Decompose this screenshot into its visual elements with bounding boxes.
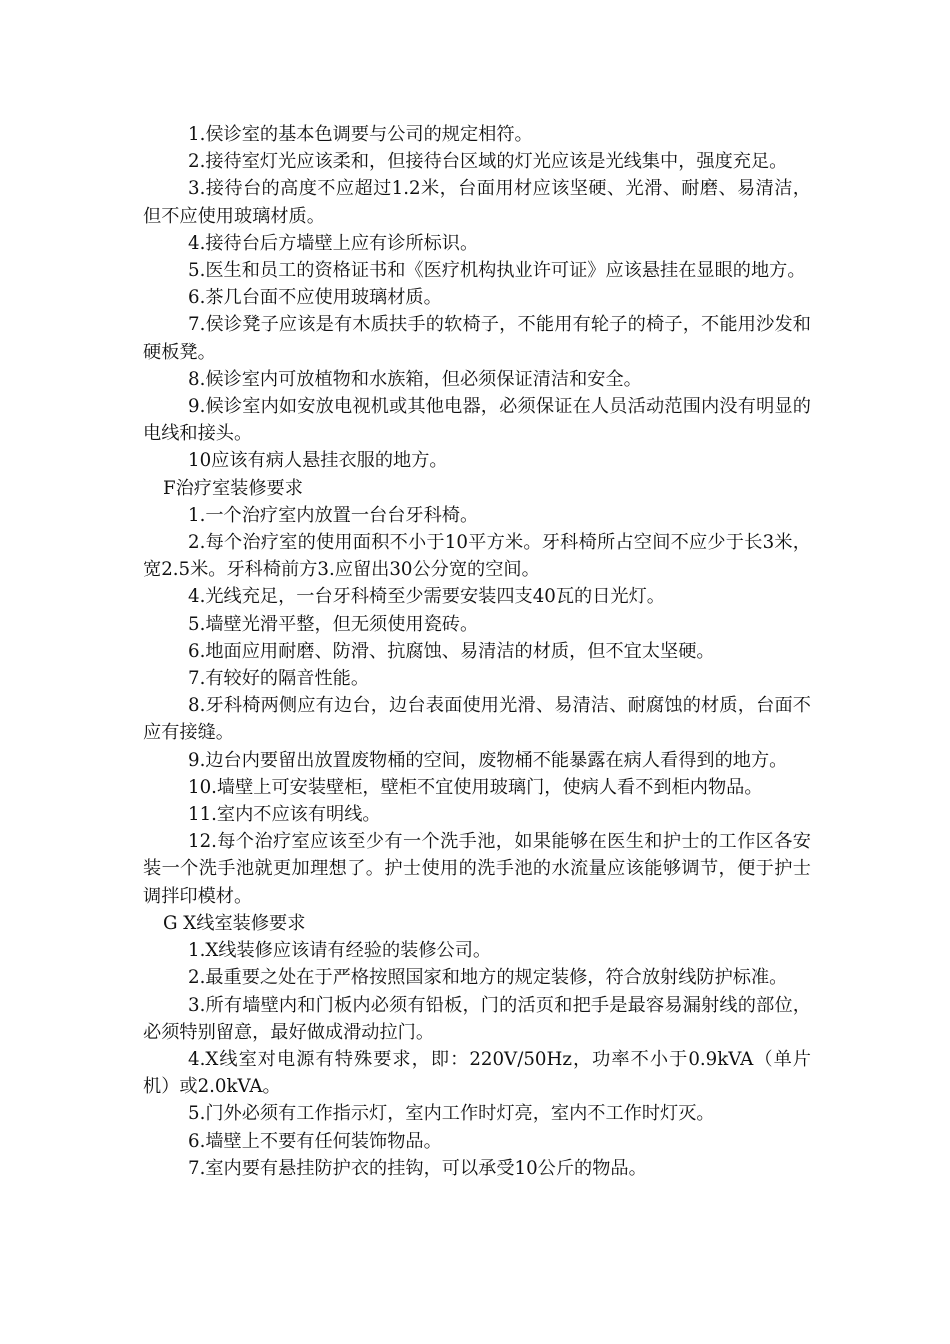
waiting-room-item: 7.侯诊凳子应该是有木质扶手的软椅子，不能用有轮子的椅子，不能用沙发和硬板凳。 <box>143 314 811 363</box>
waiting-room-item: 3.接待台的高度不应超过1.2米，台面用材应该坚硬、光滑、耐磨、易清洁，但不应使用玻璃材质。 <box>143 178 811 227</box>
xray-room-item: 3.所有墙壁内和门板内必须有铅板，门的活页和把手是最容易漏射线的部位，必须特别留意，最好做成滑动拉门。 <box>143 994 811 1043</box>
document-body <box>143 121 811 1182</box>
xray-room-item: 2.最重要之处在于严格按照国家和地方的规定装修，符合放射线防护标准。 <box>188 967 788 989</box>
treatment-room-item: 7.有较好的隔音性能。 <box>188 668 370 690</box>
waiting-room-item: 5.医生和员工的资格证书和《医疗机构执业许可证》应该悬挂在显眼的地方。 <box>188 260 806 282</box>
xray-room-item: 6.墙壁上不要有任何装饰物品。 <box>188 1130 442 1152</box>
treatment-room-item: 4.光线充足，一台牙科椅至少需要安装四支40瓦的日光灯。 <box>188 586 665 608</box>
treatment-room-item: 5.墙壁光滑平整，但无须使用瓷砖。 <box>188 613 479 635</box>
treatment-room-heading: F治疗室装修要求 <box>163 477 303 499</box>
waiting-room-item: 10应该有病人悬挂衣服的地方。 <box>188 450 448 472</box>
xray-room-item: 5.门外必须有工作指示灯，室内工作时灯亮，室内不工作时灯灭。 <box>188 1103 715 1125</box>
treatment-room-item: 12.每个治疗室应该至少有一个洗手池，如果能够在医生和护士的工作区各安装一个洗手池就更加理想了。护士使用的洗手池的水流量应该能够调节，便于护士调拌印模材。 <box>143 831 811 907</box>
treatment-room-item: 6.地面应用耐磨、防滑、抗腐蚀、易清洁的材质，但不宜太坚硬。 <box>188 640 715 662</box>
waiting-room-item: 8.候诊室内可放植物和水族箱，但必须保证清洁和安全。 <box>188 368 642 390</box>
xray-room-item: 4.X线室对电源有特殊要求，即：220V/50Hz，功率不小于0.9kVA（单片机）或2.0kVA。 <box>143 1048 811 1098</box>
waiting-room-item: 9.候诊室内如安放电视机或其他电器，必须保证在人员活动范围内没有明显的电线和接头。 <box>143 396 811 445</box>
xray-room-item: 7.室内要有悬挂防护衣的挂钩，可以承受10公斤的物品。 <box>188 1157 647 1179</box>
xray-room-item: 1.X线装修应该请有经验的装修公司。 <box>188 940 492 962</box>
waiting-room-item: 1.侯诊室的基本色调要与公司的规定相符。 <box>188 124 533 145</box>
treatment-room-item: 10.墙壁上可安装壁柜，壁柜不宜使用玻璃门，使病人看不到柜内物品。 <box>188 776 763 798</box>
treatment-room-item: 11.室内不应该有明线。 <box>188 804 381 826</box>
xray-room-heading: G X线室装修要求 <box>163 912 306 934</box>
waiting-room-item: 6.茶几台面不应使用玻璃材质。 <box>188 287 442 309</box>
treatment-room-item: 9.边台内要留出放置废物桶的空间，废物桶不能暴露在病人看得到的地方。 <box>188 749 788 771</box>
treatment-room-item: 8.牙科椅两侧应有边台，边台表面使用光滑、易清洁、耐腐蚀的材质，台面不应有接缝。 <box>143 695 811 744</box>
waiting-room-item: 2.接待室灯光应该柔和，但接待台区域的灯光应该是光线集中，强度充足。 <box>188 151 788 173</box>
waiting-room-item: 4.接待台后方墙壁上应有诊所标识。 <box>188 232 479 254</box>
treatment-room-item: 1.一个治疗室内放置一台台牙科椅。 <box>188 504 479 526</box>
treatment-room-item: 2.每个治疗室的使用面积不小于10平方米。牙科椅所占空间不应少于长3米，宽2.5米。牙科椅前方3.应留出30公分宽的空间。 <box>143 532 811 581</box>
